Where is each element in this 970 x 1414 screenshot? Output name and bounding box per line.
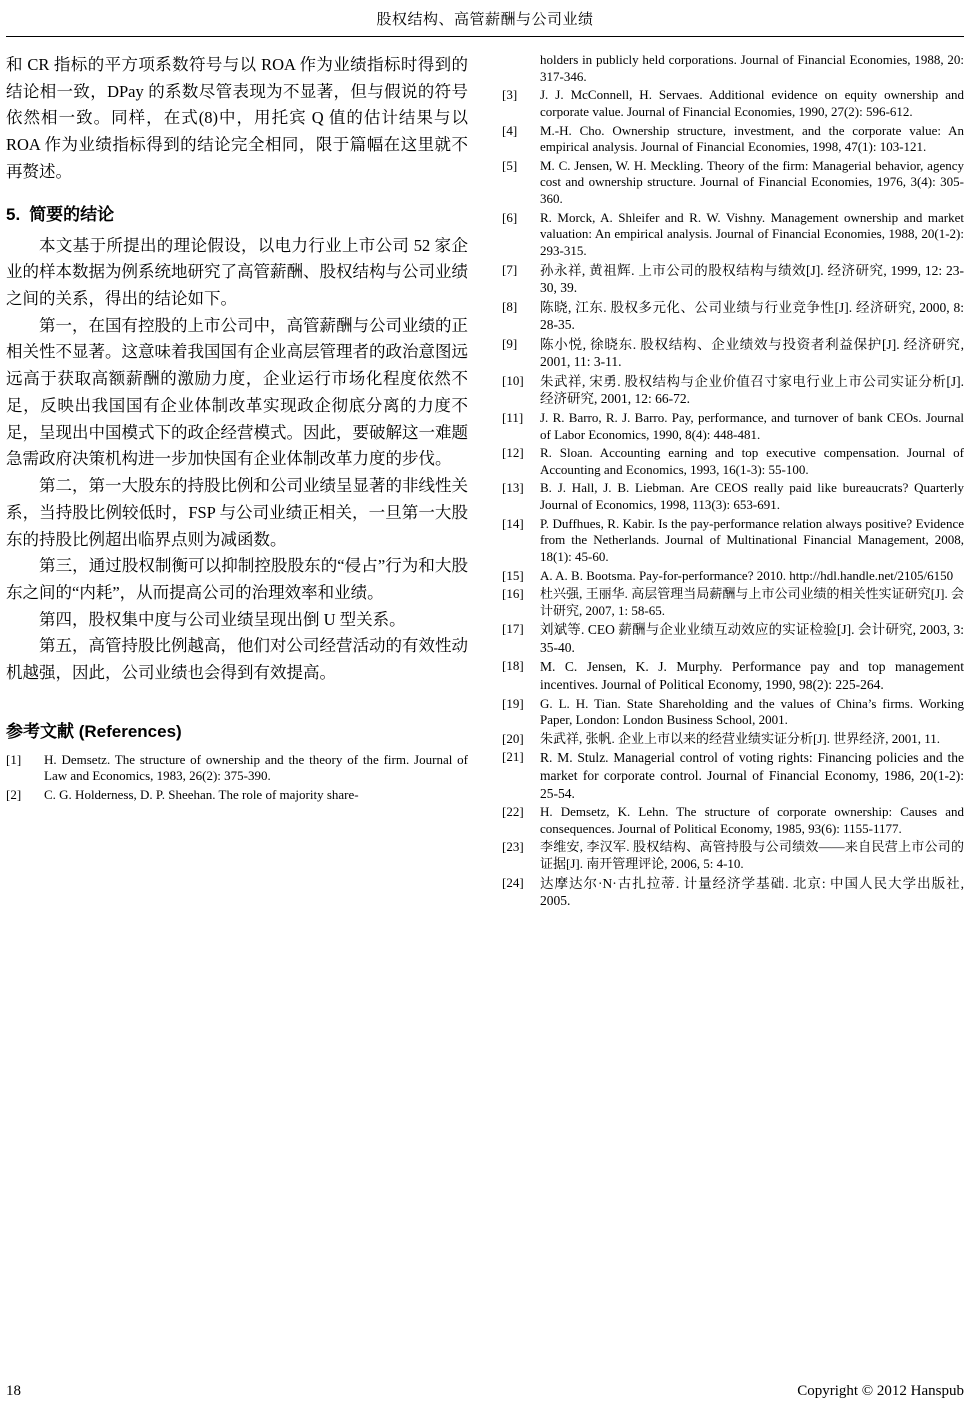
- reference-item: [6, 787, 468, 804]
- reference-number: [6]: [502, 209, 518, 225]
- reference-item: [502, 749, 964, 802]
- reference-text: J. R. Barro, R. J. Barro. Pay, performance, and turnover of bank CEOs. Journal of Labor Economics, 1990, 8(4): 448-481.: [540, 409, 964, 442]
- reference-list-left: [6, 752, 468, 804]
- reference-text: 达摩达尔·N·古扎拉蒂. 计量经济学基础. 北京: 中国人民大学出版社, 2005.: [540, 875, 964, 909]
- reference-text: P. Duffhues, R. Kabir. Is the pay-performance relation always positive? Evidence from the Netherlands. Journal of Multinational Financial Management, 2008, 18(1): 45-60.: [540, 515, 964, 564]
- reference-number: [1]: [6, 751, 22, 767]
- reference-number: [3]: [502, 87, 518, 103]
- body-paragraph: 第五，高管持股比例越高，他们对公司经营活动的有效性动机越强，因此，公司业绩也会得到有效提高。: [6, 636, 468, 683]
- reference-item: [502, 410, 964, 443]
- body-paragraph: 第四，股权集中度与公司业绩呈现出倒 U 型关系。: [39, 609, 406, 629]
- reference-text: 陈小悦, 徐晓东. 股权结构、企业绩效与投资者利益保护[J]. 经济研究, 2001, 11: 3-11.: [540, 336, 964, 370]
- reference-text: M. C. Jensen, W. H. Meckling. Theory of the firm: Managerial behavior, agency cost and ownership structure. Journal of Financial Economies, 1976, 3(4): 305-360.: [540, 157, 964, 206]
- reference-text: 孙永祥, 黄祖辉. 上市公司的股权结构与绩效[J]. 经济研究, 1999, 12: 23-30, 39.: [540, 262, 964, 296]
- reference-item: [502, 210, 964, 260]
- references-heading: 参考文献 (References): [6, 721, 182, 741]
- reference-text: 朱武祥, 宋勇. 股权结构与企业价值召寸家电行业上市公司实证分析[J]. 经济研究, 2001, 12: 66-72.: [540, 373, 964, 407]
- reference-number: [19]: [502, 695, 524, 711]
- reference-item: [502, 731, 964, 748]
- copyright-notice: Copyright © 2012 Hanspub: [797, 1383, 964, 1399]
- reference-item: [502, 123, 964, 156]
- reference-text: 杜兴强, 王丽华. 高层管理当局薪酬与上市公司业绩的相关性实证研究[J]. 会计研究, 2007, 1: 58-65.: [540, 586, 964, 618]
- reference-number: [9]: [502, 335, 518, 351]
- reference-item: [502, 804, 964, 837]
- reference-text: A. A. B. Bootsma. Pay-for-performance? 2010. http://hdl.handle.net/2105/6150: [540, 567, 954, 583]
- reference-item: [502, 373, 964, 408]
- reference-number: [21]: [502, 749, 524, 765]
- reference-item: [502, 621, 964, 656]
- reference-item: [502, 262, 964, 297]
- reference-text: R. M. Stulz. Managerial control of voting rights: Financing policies and the market for corporate control. Journal of Financial Economy, 1986, 20(1-2): 25-54.: [540, 750, 964, 801]
- left-column: [6, 52, 468, 914]
- reference-text: 陈晓, 江东. 股权多元化、公司业绩与行业竞争性[J]. 经济研究, 2000, 8: 28-35.: [540, 299, 964, 333]
- reference-continuation: [502, 52, 964, 85]
- section-title: 简要的结论: [29, 204, 115, 224]
- header-rule: [6, 36, 964, 37]
- reference-number: [11]: [502, 409, 524, 425]
- right-column: [502, 52, 964, 914]
- page-number: 18: [6, 1383, 21, 1399]
- reference-item: [6, 752, 468, 785]
- reference-item: [502, 480, 964, 513]
- reference-item: [502, 516, 964, 566]
- reference-text: 刘斌等. CEO 薪酬与企业业绩互动效应的实证检验[J]. 会计研究, 2003, 3: 35-40.: [540, 622, 964, 655]
- continuation-paragraph: 和 CR 指标的平方项系数符号与以 ROA 作为业绩指标时得到的结论相一致，DPay 的系数尽管表现为不显著，但与假说的符号依然相一致。同样，在式(8)中，用托宾 Q 值的估计结果与以 ROA 作为业绩指标得到的结论完全相同，限于篇幅在这里就不再赘述。: [6, 55, 468, 181]
- section-heading: [6, 200, 468, 225]
- reference-text: G. L. H. Tian. State Shareholding and the values of China’s firms. Working Paper, London: London Business School, 2001.: [540, 695, 964, 728]
- reference-text: J. J. McConnell, H. Servaes. Additional evidence on equity ownership and corporate value. Journal of Financial Economies, 1990, 27(2): 596-612.: [540, 87, 964, 119]
- reference-number: [23]: [502, 839, 524, 855]
- reference-number: [2]: [6, 787, 22, 803]
- reference-item: [502, 586, 964, 619]
- reference-number-spacer: [502, 52, 540, 85]
- reference-item: [502, 658, 964, 693]
- reference-text: holders in publicly held corporations. Journal of Financial Economies, 1988, 20: 317-346.: [540, 52, 964, 84]
- reference-text: M. C. Jensen, K. J. Murphy. Performance pay and top management incentives. Journal of Political Economy, 1990, 98(2): 225-264.: [540, 659, 964, 693]
- body-paragraph: 第三，通过股权制衡可以抑制控股股东的“侵占”行为和大股东之间的“内耗”，从而提高公司的治理效率和业绩。: [6, 556, 468, 602]
- reference-number: [10]: [502, 372, 524, 388]
- reference-number: [13]: [502, 480, 524, 496]
- reference-number: [20]: [502, 730, 524, 746]
- reference-item: [502, 158, 964, 208]
- reference-text: R. Morck, A. Shleifer and R. W. Vishny. Management ownership and market valuation: An empirical analysis. Journal of Financial Economies, 1988, 20(1-2): 293-315.: [540, 209, 964, 258]
- reference-text: M.-H. Cho. Ownership structure, investment, and the corporate value: An empirical analysis. Journal of Financial Economies, 1998, 47(1): 103-121.: [540, 122, 964, 155]
- reference-text: C. G. Holderness, D. P. Sheehan. The role of majority share-: [44, 787, 359, 803]
- reference-text: H. Demsetz. The structure of ownership and the theory of the firm. Journal of Law and Economics, 1983, 26(2): 375-390.: [44, 751, 468, 784]
- two-column-body: [6, 52, 964, 914]
- reference-text: 朱武祥, 张帆. 企业上市以来的经营业绩实证分析[J]. 世界经济, 2001, 11.: [540, 730, 940, 746]
- reference-number: [16]: [502, 586, 524, 602]
- reference-number: [5]: [502, 157, 518, 173]
- reference-list-right: [502, 87, 964, 911]
- reference-item: [502, 696, 964, 729]
- body-paragraph: 第二，第一大股东的持股比例和公司业绩呈显著的非线性关系，当持股比例较低时，FSP 与公司业绩正相关，一旦第一大股东的持股比例超出临界点则为减函数。: [6, 476, 468, 549]
- reference-item: [502, 299, 964, 334]
- reference-number: [22]: [502, 804, 524, 820]
- reference-number: [17]: [502, 621, 524, 637]
- reference-item: [502, 336, 964, 371]
- reference-number: [7]: [502, 261, 518, 277]
- body-paragraph: 本文基于所提出的理论假设，以电力行业上市公司 52 家企业的样本数据为例系统地研究了高管薪酬、股权结构与公司业绩之间的关系，得出的结论如下。: [6, 235, 468, 309]
- reference-text: R. Sloan. Accounting earning and top executive compensation. Journal of Accounting and Economics, 1993, 16(1-3): 55-100.: [540, 445, 964, 477]
- body-paragraph: 第一，在国有控股的上市公司中，高管薪酬与公司业绩的正相关性不显著。这意味着我国国有企业高层管理者的政治意图远远高于获取高额薪酬的激励力度，企业运行市场化程度依然不足，反映出我国国有企业体制改革实现政企彻底分离的力度不足，呈现出中国模式下的政企经营模式。因此，要破解这一难题急需政府决策机构进一步加快国有企业体制改革力度的步伐。: [6, 315, 468, 469]
- reference-number: [15]: [502, 567, 524, 583]
- reference-text: B. J. Hall, J. B. Liebman. Are CEOS really paid like bureaucrats? Quarterly Journal of Economics, 1998, 113(3): 653-691.: [540, 480, 964, 512]
- reference-number: [14]: [502, 515, 524, 531]
- reference-text: H. Demsetz, K. Lehn. The structure of corporate ownership: Causes and consequences. Journal of Political Economy, 1985, 93(6): 1155-1177.: [540, 804, 964, 836]
- page-footer: [6, 1383, 964, 1400]
- reference-item: [502, 87, 964, 120]
- reference-number: [8]: [502, 298, 518, 314]
- reference-item: [502, 875, 964, 910]
- reference-item: [502, 568, 964, 585]
- section-number: 5.: [6, 204, 21, 224]
- reference-item: [502, 839, 964, 872]
- reference-number: [12]: [502, 445, 524, 461]
- reference-number: [24]: [502, 874, 524, 890]
- running-head: 股权结构、高管薪酬与公司业绩: [376, 12, 594, 28]
- reference-text: 李维安, 李汉军. 股权结构、高管持股与公司绩效——来自民营上市公司的证据[J]. 南开管理评论, 2006, 5: 4-10.: [540, 839, 964, 871]
- reference-item: [502, 445, 964, 478]
- reference-number: [4]: [502, 122, 518, 138]
- reference-number: [18]: [502, 658, 524, 674]
